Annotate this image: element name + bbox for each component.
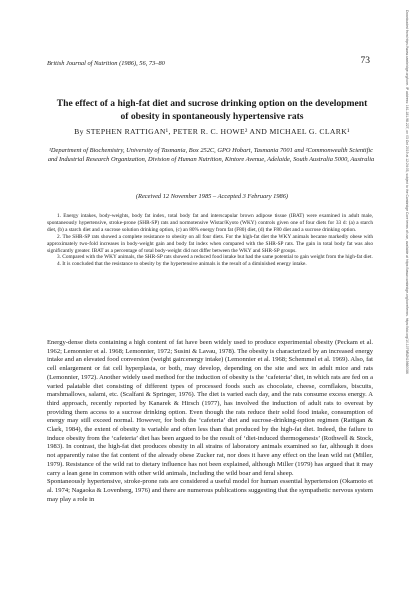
body-paragraph: Spontaneously hypertensive, stroke-prone rats are considered a useful model for human essential hypertension (Okamoto et al. 1974; Nagaoka & Lovenberg, 1976) and there are numerous publications suggesting that the sympathetic nervous system may play a role in [47,478,373,503]
download-side-note [403,10,411,530]
affiliations: ¹Department of Biochemistry, University of Tasmania, Box 252C, GPO Hobart, Tasmania 7001 and ²Commonwealth Scientific and Industrial Research Organization, Division of Human Nutrition, Kintore Avenue, Adelaide, South Australia 5000, Australia [47,147,375,163]
running-head: British Journal of Nutrition (1986), 56, 73–80 [47,60,165,67]
side-note-text: Downloaded from https://www.cambridge.org/core. IP address: 161.181.98.227, on 03 Oct 2019 at 12:24:05, subject to the Cambridge Core terms of use, available at https://www.cambridge.org/core/terms. https://doi.org/10.1079/BJN19860086 [405,10,409,374]
abstract-point: 3. Compared with the WKY animals, the SHR-SP rats showed a reduced food intake but had the same potential to gain weight from the high-fat diet. [57,254,373,261]
abstract-point: 1. Energy intakes, body-weights, body fat index, total body fat and interscapular brown adipose tissue (IBAT) were examined in adult male, spontaneously hypertensive, stroke-prone (SHR-SP) rats and normotensive Wistar/Kyoto (WKY) controls given one of four diets for 33 d: (a) a starch diet, (b) a starch diet and a sucrose solution drinking option, (c) an 80% energy from fat (F80) diet, (d) the F80 diet and a sucrose drinking option. [47,213,373,233]
abstract-point: 4. It is concluded that the resistance to obesity by the hypertensive animals is the result of a diminished energy intake. [57,261,307,268]
abstract-point: 2. The SHR-SP rats showed a complete resistance to obesity on all four diets. For the high-fat diet the WKY animals became markedly obese with approximately two-fold increases in body-weight gain and body fat index when compared with the SHR-SP rats. The gain in total body fat was also significantly greater. IBAT as a percentage of total body-weight did not differ between the WKY and SHR-SP groups. [47,233,373,254]
page-number: 73 [360,56,370,66]
body-text [47,339,373,504]
received-accepted-dates: (Received 12 November 1985 – Accepted 3 February 1986) [135,193,289,200]
abstract [47,213,373,268]
body-paragraph: Energy-dense diets containing a high content of fat have been widely used to produce experimental obesity (Peckam et al. 1962; Lemonnier et al. 1968; Lemonnier, 1972; Susini & Lavau, 1978). The obesity is characterized by an increased energy intake and an elevated food conversion (weight gain:energy intake) (Lemonnier et al. 1968; Schemmel et al. 1969). Also, fat cell enlargement or fat cell hyperplasia, or both, may develop, depending on the site and sex in adult mice and rats (Lemonnier, 1972). Another widely used method for the induction of obesity is the ‘cafeteria’ diet, in which rats are fed on a varied palatable diet consisting of different types of processed foods such as chocolate, cheese, cornflakes, biscuits, marshmallows, salami, etc. (Scalfani & Springer, 1976). The diet is varied each day, and the rats consume excess energy. A third approach, recently reported by Kanarek & Hirsch (1977), has involved the induction of adult rats to overeat by providing them access to a sucrose drinking option. Even though the rats reduce their solid food intake, consumption of energy may still exceed normal. However, for both the ‘cafeteria’ diet and sucrose-drinking-option regimen (Rattigan & Clark, 1984), the extent of obesity is variable and often less than that produced by the high-fat diet. Indeed, the failure to induce obesity from the ‘cafeteria’ diet has been argued to be the result of ‘diet-induced thermogenesis’ (Rothwell & Stock, 1983). In contrast, the high-fat diet produces obesity in all strains of laboratory animals examined so far, although it does not apparently raise the fat content of the already obese Zucker rat, nor does it have any effect on the lean wild rat (Miller, 1979). Resistance of the wild rat to dietary influence has not been explained, although Miller (1979) has argued that it may carry a lean gene in common with other wild animals, including the wild boar and feral sheep. [47,339,373,477]
author-list: By STEPHEN RATTIGAN¹, PETER R. C. HOWE² AND MICHAEL G. CLARK¹ [74,127,350,136]
article-title: The effect of a high-fat diet and sucrose drinking option on the development of obesity in spontaneously hypertensive rats [56,98,368,122]
